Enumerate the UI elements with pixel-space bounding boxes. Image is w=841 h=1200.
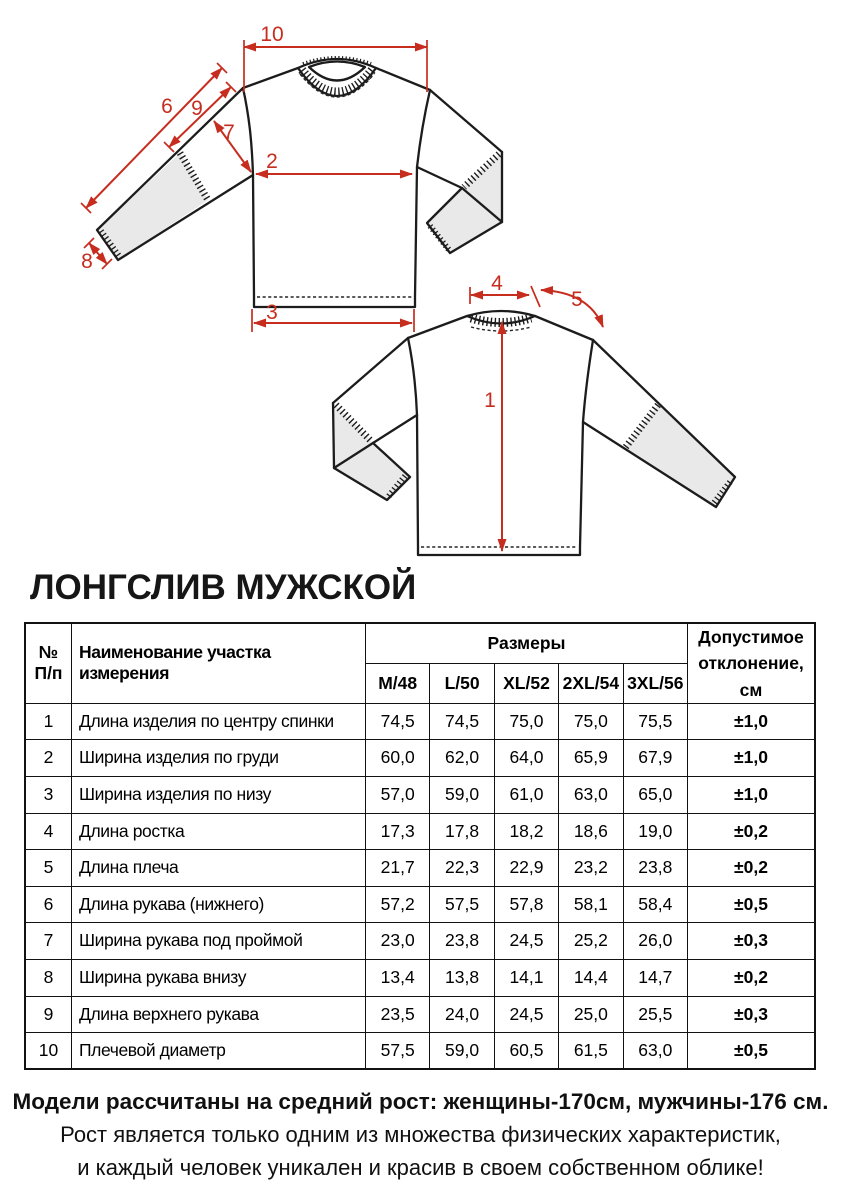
row-number: 6 [25,886,72,923]
table-row [25,1033,815,1070]
measurement-name: Ширина рукава внизу [72,959,366,996]
row-number: 9 [25,996,72,1033]
dimension-label-5: 5 [571,288,583,311]
dimension-label-3: 3 [266,301,278,324]
header-size-m48: M/48 [366,663,430,703]
size-value: 14,4 [559,959,623,996]
page-title: ЛОНГСЛИВ МУЖСКОЙ [30,568,417,607]
size-value: 13,4 [366,959,430,996]
header-sizes-group: Размеры [366,623,688,663]
size-value: 62,0 [430,740,494,777]
header-size-xl52: XL/52 [494,663,558,703]
header-tolerance: Допустимое отклонение, см [688,623,816,703]
header-measurement-name: Наименование участка измерения [72,623,366,703]
table-row [25,886,815,923]
size-value: 58,4 [623,886,687,923]
header-number-top: № [38,642,59,663]
shirt-back-view [333,311,735,555]
size-value: 17,8 [430,813,494,850]
row-number: 4 [25,813,72,850]
header-number [25,623,72,703]
table-row [25,740,815,777]
size-value: 75,5 [623,703,687,740]
dimension-label-10: 10 [260,23,284,46]
size-value: 57,2 [366,886,430,923]
footer-line-3: и каждый человек уникален и красив в своем собственном облике! [77,1155,764,1180]
size-value: 21,7 [366,850,430,887]
size-value: 23,5 [366,996,430,1033]
size-value: 74,5 [430,703,494,740]
size-value: 22,3 [430,850,494,887]
measurement-name: Длина верхнего рукава [72,996,366,1033]
tolerance-value: ±0,5 [688,886,816,923]
size-value: 23,8 [623,850,687,887]
size-value: 18,6 [559,813,623,850]
tolerance-value: ±1,0 [688,740,816,777]
size-value: 65,0 [623,776,687,813]
size-value: 14,7 [623,959,687,996]
dimension-label-8: 8 [81,250,93,273]
row-number: 10 [25,1033,72,1070]
size-value: 57,0 [366,776,430,813]
size-table-header [25,623,815,703]
size-value: 60,0 [366,740,430,777]
dimension-label-6: 6 [161,95,173,118]
size-value: 24,0 [430,996,494,1033]
measurement-name: Длина изделия по центру спинки [72,703,366,740]
measurement-name: Длина ростка [72,813,366,850]
size-value: 65,9 [559,740,623,777]
dimension-label-2: 2 [266,150,278,173]
size-value: 63,0 [559,776,623,813]
size-value: 17,3 [366,813,430,850]
size-value: 24,5 [494,996,558,1033]
row-number: 7 [25,923,72,960]
table-body [25,703,815,1069]
size-value: 18,2 [494,813,558,850]
size-table [24,622,816,1070]
size-value: 59,0 [430,776,494,813]
size-value: 75,0 [494,703,558,740]
measurement-name: Ширина изделия по груди [72,740,366,777]
tolerance-value: ±1,0 [688,703,816,740]
row-number: 3 [25,776,72,813]
table-row [25,923,815,960]
size-value: 61,5 [559,1033,623,1070]
size-value: 23,0 [366,923,430,960]
size-value: 67,9 [623,740,687,777]
measurement-name: Длина рукава (нижнего) [72,886,366,923]
footer-line-1: Модели рассчитаны на средний рост: женщины-170см, мужчины-176 см. [12,1089,829,1114]
size-value: 60,5 [494,1033,558,1070]
size-value: 59,0 [430,1033,494,1070]
dimension-label-7: 7 [223,121,235,144]
header-number-bottom: П/п [34,663,63,684]
size-value: 57,5 [430,886,494,923]
size-value: 58,1 [559,886,623,923]
tolerance-value: ±0,2 [688,959,816,996]
size-value: 24,5 [494,923,558,960]
size-value: 63,0 [623,1033,687,1070]
garment-measurement-diagram [0,0,841,572]
measurement-name: Длина плеча [72,850,366,887]
dimension-label-9: 9 [191,97,203,120]
size-value: 23,8 [430,923,494,960]
tolerance-value: ±0,3 [688,996,816,1033]
tolerance-value: ±1,0 [688,776,816,813]
footer-line-2: Рост является только одним из множества физических характеристик, [60,1122,781,1147]
dimension-label-4: 4 [491,272,503,295]
footer-note [0,1085,841,1184]
table-row [25,776,815,813]
size-value: 25,2 [559,923,623,960]
header-size-l50: L/50 [430,663,494,703]
header-size-2xl54: 2XL/54 [559,663,623,703]
header-size-3xl56: 3XL/56 [623,663,687,703]
table-row [25,959,815,996]
size-value: 13,8 [430,959,494,996]
tolerance-value: ±0,2 [688,813,816,850]
table-row [25,703,815,740]
size-value: 75,0 [559,703,623,740]
row-number: 2 [25,740,72,777]
table-row [25,850,815,887]
size-value: 22,9 [494,850,558,887]
size-value: 14,1 [494,959,558,996]
size-value: 19,0 [623,813,687,850]
size-value: 57,8 [494,886,558,923]
size-value: 74,5 [366,703,430,740]
size-value: 64,0 [494,740,558,777]
tolerance-value: ±0,5 [688,1033,816,1070]
measurement-name: Ширина изделия по низу [72,776,366,813]
size-value: 25,5 [623,996,687,1033]
shirt-front-view [97,58,502,307]
row-number: 5 [25,850,72,887]
table-row [25,813,815,850]
tolerance-value: ±0,3 [688,923,816,960]
row-number: 1 [25,703,72,740]
row-number: 8 [25,959,72,996]
size-value: 25,0 [559,996,623,1033]
size-value: 23,2 [559,850,623,887]
size-value: 26,0 [623,923,687,960]
dimension-label-1: 1 [484,389,496,412]
size-value: 61,0 [494,776,558,813]
size-value: 57,5 [366,1033,430,1070]
tolerance-value: ±0,2 [688,850,816,887]
table-row [25,996,815,1033]
measurement-name: Плечевой диаметр [72,1033,366,1070]
measurement-name: Ширина рукава под проймой [72,923,366,960]
